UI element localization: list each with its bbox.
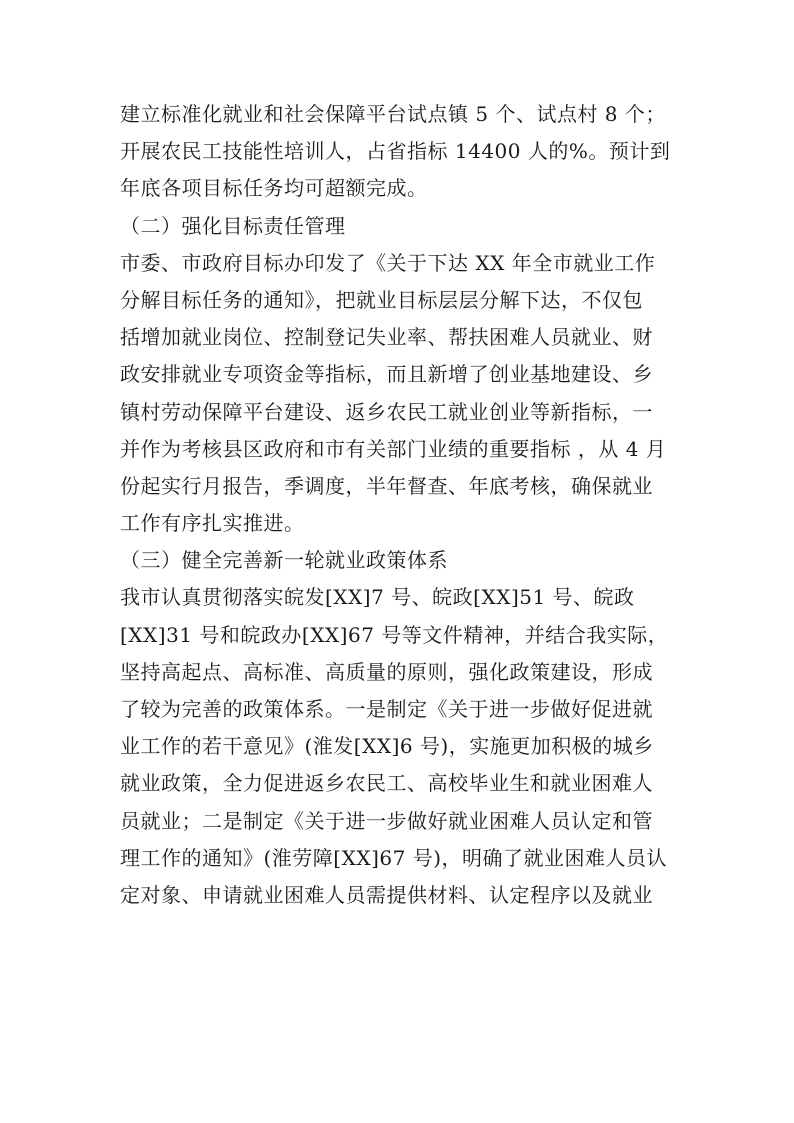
text-line: 了较为完善的政策体系。一是制定《关于进一步做好促进就 <box>120 697 653 721</box>
section-heading-3: （三）健全完善新一轮就业政策体系 <box>120 548 448 573</box>
text-line: 份起实行月报告，季调度，半年督查、年底考核，确保就业 <box>120 473 653 498</box>
text-line: 建立标准化就业和社会保障平台试点镇 5 个、试点村 8 个； <box>120 102 666 126</box>
section-heading-2: （二）强化目标责任管理 <box>120 213 346 238</box>
text-line: 业工作的若干意见》(淮发[XX]6 号)，实施更加积极的城乡 <box>120 734 654 759</box>
text-line: 分解目标任务的通知》，把就业目标层层分解下达，不仅包 <box>120 287 643 312</box>
text-line: 坚持高起点、高标准、高质量的原则，强化政策建设，形成 <box>120 659 653 684</box>
text-line: 员就业；二是制定《关于进一步做好就业困难人员认定和管 <box>120 808 653 833</box>
text-line: 市委、市政府目标办印发了《关于下达 XX 年全市就业工作 <box>120 250 656 275</box>
text-line: 并作为考核县区政府和市有关部门业绩的重要指标 ，从 4 月 <box>120 436 667 461</box>
document-body <box>120 96 680 914</box>
text-line: 我市认真贯彻落实皖发[XX]7 号、皖政[XX]51 号、皖政 <box>120 585 635 610</box>
text-line: 年底各项目标任务均可超额完成。 <box>120 176 428 201</box>
text-line: [XX]31 号和皖政办[XX]67 号等文件精神，并结合我实际， <box>120 622 669 647</box>
text-line: 工作有序扎实推进。 <box>120 511 305 536</box>
text-line: 括增加就业岗位、控制登记失业率、帮扶困难人员就业、财 <box>120 325 653 350</box>
text-line: 理工作的通知》(淮劳障[XX]67 号)，明确了就业困难人员认 <box>120 845 667 870</box>
text-line: 开展农民工技能性培训人，占省指标 14400 人的%。预计到 <box>120 139 671 164</box>
text-line: 定对象、申请就业困难人员需提供材料、认定程序以及就业 <box>120 882 653 907</box>
text-line: 镇村劳动保障平台建设、返乡农民工就业创业等新指标，一 <box>120 399 653 424</box>
text-line: 政安排就业专项资金等指标，而且新增了创业基地建设、乡 <box>120 362 653 387</box>
text-line: 就业政策，全力促进返乡农民工、高校毕业生和就业困难人 <box>120 771 653 796</box>
